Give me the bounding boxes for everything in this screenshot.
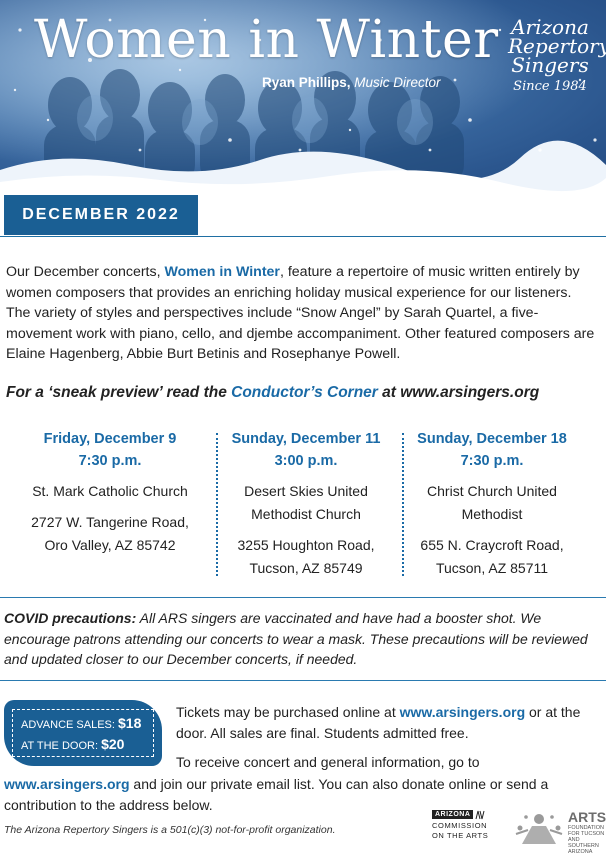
sneak-before: For a ‘sneak preview’ read the xyxy=(6,384,232,401)
intro-highlight: Women in Winter xyxy=(164,264,280,280)
website-link[interactable]: www.arsingers.org xyxy=(4,776,130,792)
intro-text-2: , feature a repertoire of music written entirely by women composers that provides an enriching holiday musical experience for our listeners. The variety of styles and perspectives include “Snow Angel” by Sarah Quartel, a five-movement work with piano, cello, and djembe accompaniment. Other featured composers are Elaine Hagenberg, Abbie Burt Betinis and Rosephanye Powell. xyxy=(6,264,595,362)
concert-venue xyxy=(218,480,394,526)
concert-time: 7:30 p.m. xyxy=(78,453,142,469)
conductors-corner-link[interactable]: Conductor’s Corner xyxy=(231,384,378,401)
arts-word: ARTS xyxy=(568,809,607,825)
door-price-row xyxy=(21,735,153,756)
logo-line-2: Repertory xyxy=(508,34,610,58)
az-box: ARIZONA xyxy=(432,810,473,819)
sneak-after: at www.arsingers.org xyxy=(377,384,540,401)
concert-venue xyxy=(404,480,580,526)
logo-since: Since 1984 xyxy=(513,79,587,94)
intro-paragraph xyxy=(6,262,598,365)
website-link[interactable]: www.arsingers.org xyxy=(399,704,526,720)
concert-day: Friday, December 9 xyxy=(43,431,177,447)
ticket-badge xyxy=(4,700,162,766)
intro-text-1: Our December concerts, xyxy=(6,264,165,280)
ticket-prices xyxy=(12,709,154,757)
concert-3 xyxy=(404,428,580,580)
section-rule xyxy=(0,597,606,598)
covid-lead: COVID precautions: xyxy=(4,610,137,626)
tickets-before: Tickets may be purchased online at xyxy=(176,704,400,720)
logo-line-1: Arizona xyxy=(511,15,589,39)
arts-figure-icon xyxy=(512,810,566,846)
concert-day: Sunday, December 18 xyxy=(417,431,567,447)
concert-venue xyxy=(22,480,198,503)
arts-subtitle: FOUNDATION FOR TUCSON AND SOUTHERN ARIZONA xyxy=(568,825,605,855)
venue-line: St. Mark Catholic Church xyxy=(32,483,188,499)
logo-line-3: Singers xyxy=(511,53,589,77)
concert-2 xyxy=(218,428,394,580)
az-line-2: ON THE ARTS xyxy=(432,831,489,840)
ars-logo xyxy=(508,15,610,94)
covid-notice xyxy=(4,608,600,670)
covid-text: All ARS singers are vaccinated and have had a booster shot. We encourage patrons attending our concerts to wear a mask. These precautions will be reviewed and updated closer to our December concerts, if needed. xyxy=(4,610,588,667)
address-line: 3255 Houghton Road, xyxy=(237,537,375,553)
concert-day: Sunday, December 11 xyxy=(231,431,381,447)
address-line: Tucson, AZ 85749 xyxy=(249,560,363,576)
concert-1 xyxy=(22,428,198,557)
concert-address xyxy=(218,534,394,580)
address-line: 2727 W. Tangerine Road, xyxy=(31,514,189,530)
tickets-after: or at the door. All sales are final. Students admitted free. xyxy=(176,704,581,741)
director-name: Ryan Phillips, xyxy=(262,75,355,90)
director-role: Music Director xyxy=(354,75,441,90)
arizona-commission-logo xyxy=(432,810,502,840)
event-title: Women in Winter xyxy=(34,10,499,70)
advance-label: ADVANCE SALES: xyxy=(21,719,118,731)
concert-schedule xyxy=(22,428,586,578)
banner xyxy=(0,0,610,195)
tickets-paragraph xyxy=(176,702,596,743)
concert-address xyxy=(404,534,580,580)
venue-line: Christ Church United xyxy=(427,483,557,499)
concert-time: 7:30 p.m. xyxy=(460,453,524,469)
info-line: To receive concert and general information, go to xyxy=(176,754,480,770)
venue-line: Desert Skies United xyxy=(244,483,368,499)
nonprofit-footnote: The Arizona Repertory Singers is a 501(c)(3) not-for-profit organization. xyxy=(4,824,336,836)
door-label: AT THE DOOR: xyxy=(21,740,102,752)
info-paragraph xyxy=(4,774,600,815)
advance-price-row xyxy=(21,714,153,735)
info-text: and join our private email list. You can also donate online or send a contribution to the address below. xyxy=(4,776,549,813)
month-bar xyxy=(0,195,606,237)
concert-address xyxy=(22,511,198,557)
venue-line: Methodist Church xyxy=(251,506,361,522)
section-rule xyxy=(0,680,606,681)
month-heading: DECEMBER 2022 xyxy=(4,195,198,235)
address-line: Oro Valley, AZ 85742 xyxy=(44,537,176,553)
address-line: Tucson, AZ 85711 xyxy=(435,560,549,576)
az-line-1: COMMISSION xyxy=(432,821,488,830)
concert-time: 3:00 p.m. xyxy=(274,453,338,469)
door-price: $20 xyxy=(101,736,125,752)
sneak-preview xyxy=(6,384,602,402)
az-mark-icon xyxy=(475,810,485,820)
music-director xyxy=(262,75,441,90)
address-line: 655 N. Craycroft Road, xyxy=(420,537,564,553)
arts-foundation-logo xyxy=(512,809,607,855)
venue-line: Methodist xyxy=(461,506,523,522)
advance-price: $18 xyxy=(118,715,142,731)
